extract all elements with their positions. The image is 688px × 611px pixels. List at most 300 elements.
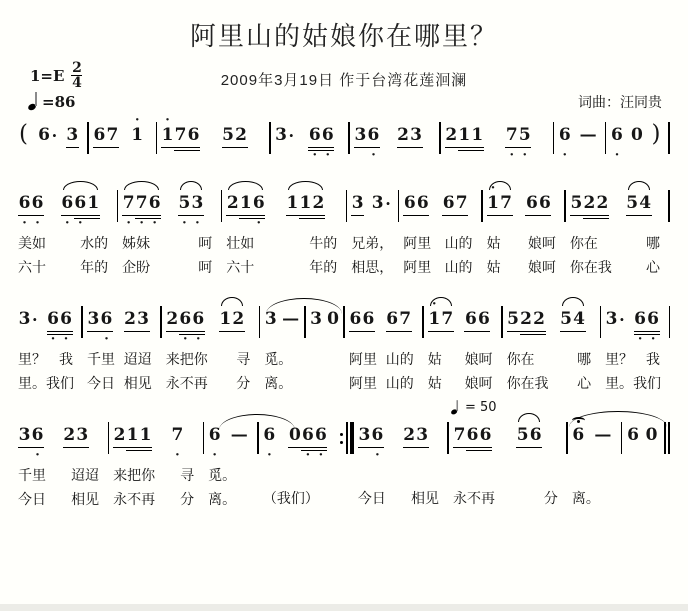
lyric-syllable: 哪 [645,235,660,251]
key-signature [30,62,82,89]
note-digit [464,300,477,345]
beam-underlines [137,330,150,338]
measure [426,297,505,393]
measure-notes [273,116,352,161]
note-digit [529,416,542,461]
barline [257,422,259,454]
beam-underlines [232,330,245,338]
lyric-syllable: 你在我 [506,375,549,391]
lyric-syllable: 千里 [86,351,115,367]
lyrics-row-2 [485,257,568,277]
beam-line [529,447,542,448]
note-value: 1 [239,193,252,213]
beam-underlines [578,146,598,154]
lyrics-row-1 [505,349,604,369]
measure [625,416,673,507]
low-octave-dot: · [267,448,272,463]
note-digit [410,116,423,161]
beam-line [573,331,586,332]
note-digit [354,116,367,161]
note-digit [87,184,100,229]
measure [347,300,426,393]
lyrics-row-1 [451,465,570,484]
note-digit [192,300,205,345]
note-digit [626,184,639,229]
low-octave-dot: · [650,332,656,347]
note-digit [445,116,458,161]
note-digit [583,184,596,229]
low-octave-dot: · [522,148,528,163]
measure-notes [164,300,263,345]
note-digit [229,416,249,461]
note-digit [507,300,520,345]
measure [273,116,352,161]
note-group [525,184,551,229]
note-value: 3 [358,425,371,445]
note-value: 6 [386,309,399,329]
note-value: 6 [208,425,221,445]
note-digit [135,184,148,229]
low-octave-dot: · [152,216,157,231]
note-digit [264,300,277,345]
dotted-note-dot: · [288,126,295,145]
beam-line [471,147,484,148]
beam-underlines [126,446,139,454]
beam-line [464,331,477,332]
lyric-syllable: 觅。 [208,467,237,483]
lyric-syllable: 今日 [18,491,46,507]
lyric-syllable: 心 [645,259,660,275]
note-value: 6 [558,125,571,145]
note-value: 2 [235,125,247,145]
beam-underlines [354,146,367,154]
note-digit [76,416,89,461]
time-denominator: 4 [72,75,82,91]
tempo-value: =86 [42,93,76,111]
beam-line [358,447,371,448]
beam-line [76,447,89,448]
beam-line [455,215,468,216]
note-digit [399,300,412,345]
beam-underlines [18,446,31,454]
slur-group [286,184,325,229]
note-group [208,416,221,461]
note-value: — [579,125,597,145]
thick-bar [350,422,354,454]
beam-underlines [645,446,658,454]
note-group [327,300,340,345]
note-group [222,116,248,161]
note-value: 2 [113,425,126,445]
beam-underlines [187,146,200,154]
note-digit [403,416,416,461]
lyric-syllable: 弟， [365,235,394,251]
parenthesis: ( [19,121,28,147]
measure-notes [352,116,443,161]
note-digit [487,181,500,229]
measure-notes [608,116,672,161]
note-value: 0 [288,425,301,445]
lyric-syllable: 迢迢 [123,351,152,367]
beam-underlines [403,446,416,454]
beam-line [386,331,399,332]
key-label: 1=E [30,66,65,85]
note-digit [538,184,551,229]
barline [108,422,110,454]
note-value: 2 [226,193,239,213]
note-value: 0 [645,425,658,445]
measure-notes [16,116,91,161]
barline [269,122,271,154]
beam-line [520,334,533,335]
lyrics-row-1 [356,465,451,484]
note-value: 6 [252,193,265,213]
note-value: 6 [308,125,321,145]
note-digit [573,300,586,345]
note-value: — [282,309,300,329]
tempo-marking-mid [451,396,497,415]
note-digit [310,300,323,345]
barline [481,190,483,222]
beam-line [166,331,179,332]
measure [505,300,604,393]
note-value: 6 [627,425,639,445]
beam-underlines [299,214,312,222]
low-octave-dot: · [104,332,109,347]
lyric-syllable: 寻 [236,351,251,367]
note-value: 6 [572,425,585,445]
note-value: 6 [479,425,492,445]
note-group [371,184,391,229]
beam-line [161,147,174,148]
beam-underlines [410,146,423,154]
note-value: 7 [171,425,184,445]
note-digit [516,416,529,461]
note-group [18,416,44,461]
note-group [229,416,249,461]
note-group [645,416,658,461]
beam-line [93,147,106,148]
lyrics-row-2 [85,373,164,393]
beam-underlines [487,214,500,222]
beam-line [312,215,325,216]
note-value: 5 [516,425,529,445]
lyrics-row-1 [16,233,120,253]
lyric-syllable: 思， [365,259,394,275]
dotted-note-dot: · [385,194,391,213]
beam-line [139,447,152,448]
barline [600,306,602,338]
lyric-syllable: 阿里 [403,235,432,251]
beam-underlines [455,214,468,222]
beam-line [226,215,239,216]
note-digit [416,416,429,461]
beam-underlines [477,330,490,338]
lyric-syllable: 山的 [444,235,473,251]
note-digit [466,416,479,461]
beam-underlines [106,146,119,154]
note-group [87,300,113,345]
lyric-syllable: 迢迢 [71,467,100,483]
measure [16,116,91,161]
note-digit [18,300,31,345]
lyrics-row-2 [16,489,111,509]
lyrics-row-2 [349,257,401,277]
low-octave-dot: · [50,332,56,347]
measure [91,113,159,161]
note-value: 2 [596,193,609,213]
lyric-syllable: 里？ [605,351,634,367]
lyrics-row-2 [505,373,604,393]
lyric-syllable: 娘呵 [527,259,556,275]
measure-notes [426,297,505,345]
lyric-syllable: 山的 [385,351,414,367]
note-value: 6 [314,425,327,445]
note-digit [191,184,204,229]
lyric-syllable: 牛的 [309,235,338,251]
measure-notes [625,416,673,461]
note-digit [38,116,51,161]
beam-line [232,331,245,332]
beam-underlines [166,330,179,338]
barline [87,122,89,154]
note-group [634,300,660,345]
beam-line [312,218,325,219]
lyric-syllable: 阿里 [403,259,432,275]
note-digit [578,116,598,161]
beam-underlines [139,446,152,454]
beam-underlines [428,330,441,338]
beam-underlines [627,446,640,454]
repeat-end-barline [340,422,354,454]
note-digit [299,184,312,229]
note-value: 7 [453,425,466,445]
beam-underlines [371,214,384,222]
note-group [453,416,492,461]
note-value: 5 [570,193,583,213]
note-value: 7 [455,193,468,213]
note-digit [570,184,583,229]
note-value: 2 [520,309,532,329]
note-digit [605,300,618,345]
lyric-syllable: 永不再 [113,491,156,507]
note-group [507,300,546,345]
beam-underlines [18,330,31,338]
beam-underlines [445,146,458,154]
measure [261,416,356,508]
note-value: 6 [442,193,455,213]
measure-notes [603,300,672,345]
beam-underlines [596,214,609,222]
beam-underlines [479,446,492,454]
note-digit [281,300,301,345]
lyrics-row-1 [111,465,206,485]
note-group [578,116,598,161]
barline [566,422,568,454]
slur-group [516,416,542,461]
note-value: 6 [466,425,479,445]
lyric-syllable: 阿里 [348,351,377,367]
lyric-syllable: 你在 [569,235,598,251]
note-value: 6 [301,425,314,445]
beam-line [458,147,471,148]
beam-underlines [281,330,301,338]
note-value: 5 [560,309,572,329]
high-octave-dot: · [490,181,496,196]
beam-line [87,215,100,216]
note-value: 6 [349,309,362,329]
note-digit [312,184,325,229]
measure-notes [16,416,111,461]
beam-underlines [639,214,652,222]
lyrics-row-2 [16,257,120,277]
measure [120,184,224,277]
lyrics-row-1 [625,465,673,484]
measure [224,184,349,277]
parenthesis: ) [651,121,661,147]
note-digit [403,184,416,229]
barline [605,122,607,154]
lyric-syllable: 我们 [46,375,74,391]
barline [343,306,345,338]
barline [304,306,306,338]
beam-underlines [572,446,585,454]
note-digit [124,300,137,345]
lyrics-row-1 [568,233,672,253]
beam-underlines [349,330,362,338]
beam-line [416,215,429,216]
note-digit [349,300,362,345]
measure [262,300,307,393]
note-group [593,416,613,461]
repeat-dots [340,433,343,444]
lyric-syllable: 里。 [18,375,46,391]
note-value: 5 [626,193,639,213]
note-value: 3 [605,309,618,329]
lyrics-row-1 [401,233,484,253]
note-value: 4 [639,193,652,213]
note-digit [351,184,364,229]
low-octave-dot: · [182,332,188,347]
measure-notes [349,184,401,229]
note-digit [106,116,119,161]
note-group [630,116,643,161]
lyric-syllable: 今日 [86,375,115,391]
measure-notes [308,300,347,345]
lyric-syllable: 相 [351,259,366,275]
note-value: 5 [518,125,531,145]
beam-underlines [288,446,301,454]
lyric-syllable: 娘呵 [464,351,493,367]
lyric-syllable: 离。 [264,375,293,391]
note-group [386,300,412,345]
lyrics-row-1 [85,349,164,369]
lyrics-row-2 [120,257,224,277]
note-digit [630,116,643,161]
beam-underlines [441,330,454,338]
lyrics-row-2 [111,489,206,509]
note-group [288,416,327,461]
note-group [610,116,623,161]
beam-underlines [87,214,100,222]
beam-underlines [464,330,477,338]
lyric-syllable: 六十 [226,259,255,275]
low-octave-dot: · [195,332,201,347]
beam-line [87,331,100,332]
low-octave-dot: · [637,332,643,347]
note-value: 6 [539,193,551,213]
slur-group [428,297,454,345]
beam-line [362,331,375,332]
note-value: 6 [367,125,380,145]
note-digit [371,416,384,461]
note-value: 3 [18,425,31,445]
note-digit [455,184,468,229]
composer-credit: 词曲：汪同贵 [578,94,662,110]
lyric-syllable: 姑 [427,351,442,367]
measure-notes [16,184,120,229]
beam-underlines [312,214,325,222]
barline [553,122,555,154]
lyric-syllable: 六十 [18,259,46,275]
bottom-strip [0,604,688,611]
beam-underlines [593,446,613,454]
beam-line [299,215,312,216]
note-digit [232,300,245,345]
note-digit [471,116,484,161]
lyric-syllable: 分 [236,375,251,391]
beam-line [403,215,416,216]
beam-underlines [605,330,618,338]
note-digit [161,113,174,161]
lyrics-row-2 [570,488,625,508]
beam-line [533,334,546,335]
note-group [572,416,585,461]
dotted-note-dot: · [619,310,625,329]
measure [16,300,85,393]
page-title: 阿里山的姑娘你在哪里？ [189,22,498,51]
beam-line [466,450,479,451]
lyric-syllable: 来把你 [165,351,208,367]
note-group [63,416,89,461]
barline [160,306,162,338]
note-group [627,416,640,461]
beam-underlines [529,446,542,454]
beam-underlines [124,330,137,338]
beam-underlines [358,446,371,454]
note-digit [263,416,276,461]
note-digit [477,300,490,345]
note-value: 6 [74,193,87,213]
low-octave-dot: · [35,448,40,463]
measure [401,184,484,277]
note-value: 7 [505,125,518,145]
slur-group [560,300,586,345]
lyric-syllable: 壮如 [226,235,255,251]
note-value: 2 [232,309,245,329]
note-digit [428,297,441,345]
note-digit [18,416,31,461]
measure [85,300,164,393]
beam-line [520,331,533,332]
note-digit [441,300,454,345]
lyric-syllable: 你在 [506,351,535,367]
measure-notes [505,300,604,345]
note-group [161,113,200,161]
measure [352,116,443,161]
note-value: 6 [634,309,646,329]
low-octave-dot: · [63,332,69,347]
